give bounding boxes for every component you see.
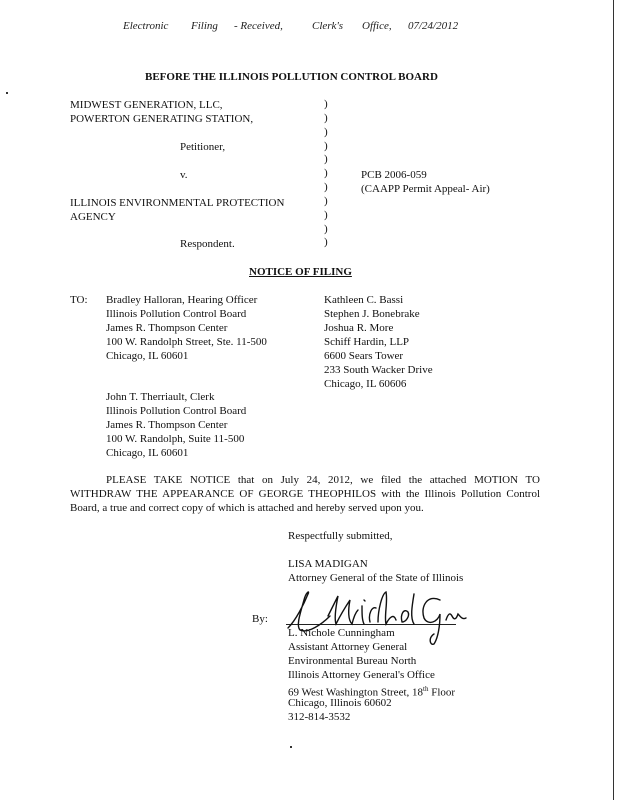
stamp-office: Office, (362, 20, 392, 32)
attorney-general-title: Attorney General of the State of Illinois (288, 572, 464, 584)
versus: v. (180, 169, 188, 181)
recipient-counsel (324, 293, 433, 391)
stamp-date: 07/24/2012 (408, 20, 459, 32)
paren: ) (324, 181, 328, 194)
address-line: Chicago, IL 60606 (324, 378, 407, 390)
to-label: TO: (70, 294, 88, 306)
respondent-role: Respondent. (180, 238, 235, 250)
address-line: Illinois Pollution Control Board (106, 405, 247, 417)
signer-bureau: Environmental Bureau North (288, 655, 417, 667)
paren: ) (324, 139, 328, 152)
scan-speck (290, 746, 292, 748)
by-label: By: (252, 613, 268, 625)
address-line: 100 W. Randolph, Suite 11-500 (106, 433, 245, 445)
address-line: Stephen J. Bonebrake (324, 308, 420, 320)
address-line: Illinois Pollution Control Board (106, 308, 247, 320)
signer-city: Chicago, Illinois 60602 (288, 697, 392, 709)
signer-phone: 312-814-3532 (288, 711, 351, 723)
paren: ) (324, 111, 328, 124)
street-text: 69 West Washington Street, 18 (288, 686, 424, 699)
address-line: 6600 Sears Tower (324, 350, 404, 362)
signer-office: Illinois Attorney General's Office (288, 669, 435, 681)
respondent-name-line1: ILLINOIS ENVIRONMENTAL PROTECTION (70, 197, 285, 209)
petitioner-role: Petitioner, (180, 141, 226, 153)
petitioner-name-line1: MIDWEST GENERATION, LLC, (70, 99, 223, 111)
case-type: (CAAPP Permit Appeal- Air) (361, 183, 490, 195)
address-line: James R. Thompson Center (106, 322, 228, 334)
notice-paragraph: PLEASE TAKE NOTICE that on July 24, 2012, we filed the attached MOTION TO WITHDRAW THE APPEARANCE OF GEORGE THEOPHILOS with the Illinois Pollution Control Board, a true and correct copy of which is attached and hereby served upon you. (70, 474, 540, 514)
respondent-name-line2: AGENCY (70, 211, 116, 223)
paren: ) (324, 194, 328, 207)
address-line: Bradley Halloran, Hearing Officer (106, 294, 258, 306)
address-line: Joshua R. More (324, 322, 394, 334)
stamp-clerks: Clerk's (312, 20, 344, 32)
paren: ) (324, 125, 328, 138)
paren: ) (324, 236, 328, 249)
petitioner-name-line2: POWERTON GENERATING STATION, (70, 113, 254, 125)
address-line: Kathleen C. Bassi (324, 294, 404, 306)
case-number: PCB 2006-059 (361, 169, 427, 181)
recipient-clerk (106, 390, 246, 460)
attorney-general-name: LISA MADIGAN (288, 558, 368, 570)
paren: ) (324, 167, 328, 180)
address-line: Chicago, IL 60601 (106, 350, 189, 362)
recipient-hearing-officer (106, 293, 267, 363)
stamp-electronic: Electronic (123, 20, 169, 32)
closing: Respectfully submitted, (288, 530, 393, 542)
caption-parentheses (324, 98, 328, 250)
address-line: James R. Thompson Center (106, 419, 228, 431)
paren: ) (324, 98, 328, 110)
address-line: 233 South Wacker Drive (324, 364, 433, 376)
paren: ) (324, 208, 328, 221)
signer-name: L. Nichole Cunningham (288, 627, 395, 639)
board-heading: BEFORE THE ILLINOIS POLLUTION CONTROL BOARD (145, 71, 438, 83)
street-floor: Floor (428, 686, 456, 699)
scan-speck (6, 92, 8, 94)
scan-edge-right (613, 0, 614, 800)
address-line: Chicago, IL 60601 (106, 447, 189, 459)
address-line: Schiff Hardin, LLP (324, 336, 410, 348)
street-ordinal: th (423, 685, 429, 693)
address-line: John T. Therriault, Clerk (106, 391, 215, 403)
address-line: 100 W. Randolph Street, Ste. 11-500 (106, 336, 267, 348)
stamp-filing: Filing (191, 20, 218, 32)
paren: ) (324, 153, 328, 166)
signer-title: Assistant Attorney General (288, 641, 408, 653)
paren: ) (324, 222, 328, 235)
notice-title: NOTICE OF FILING (249, 266, 352, 278)
stamp-received: - Received, (234, 20, 283, 32)
